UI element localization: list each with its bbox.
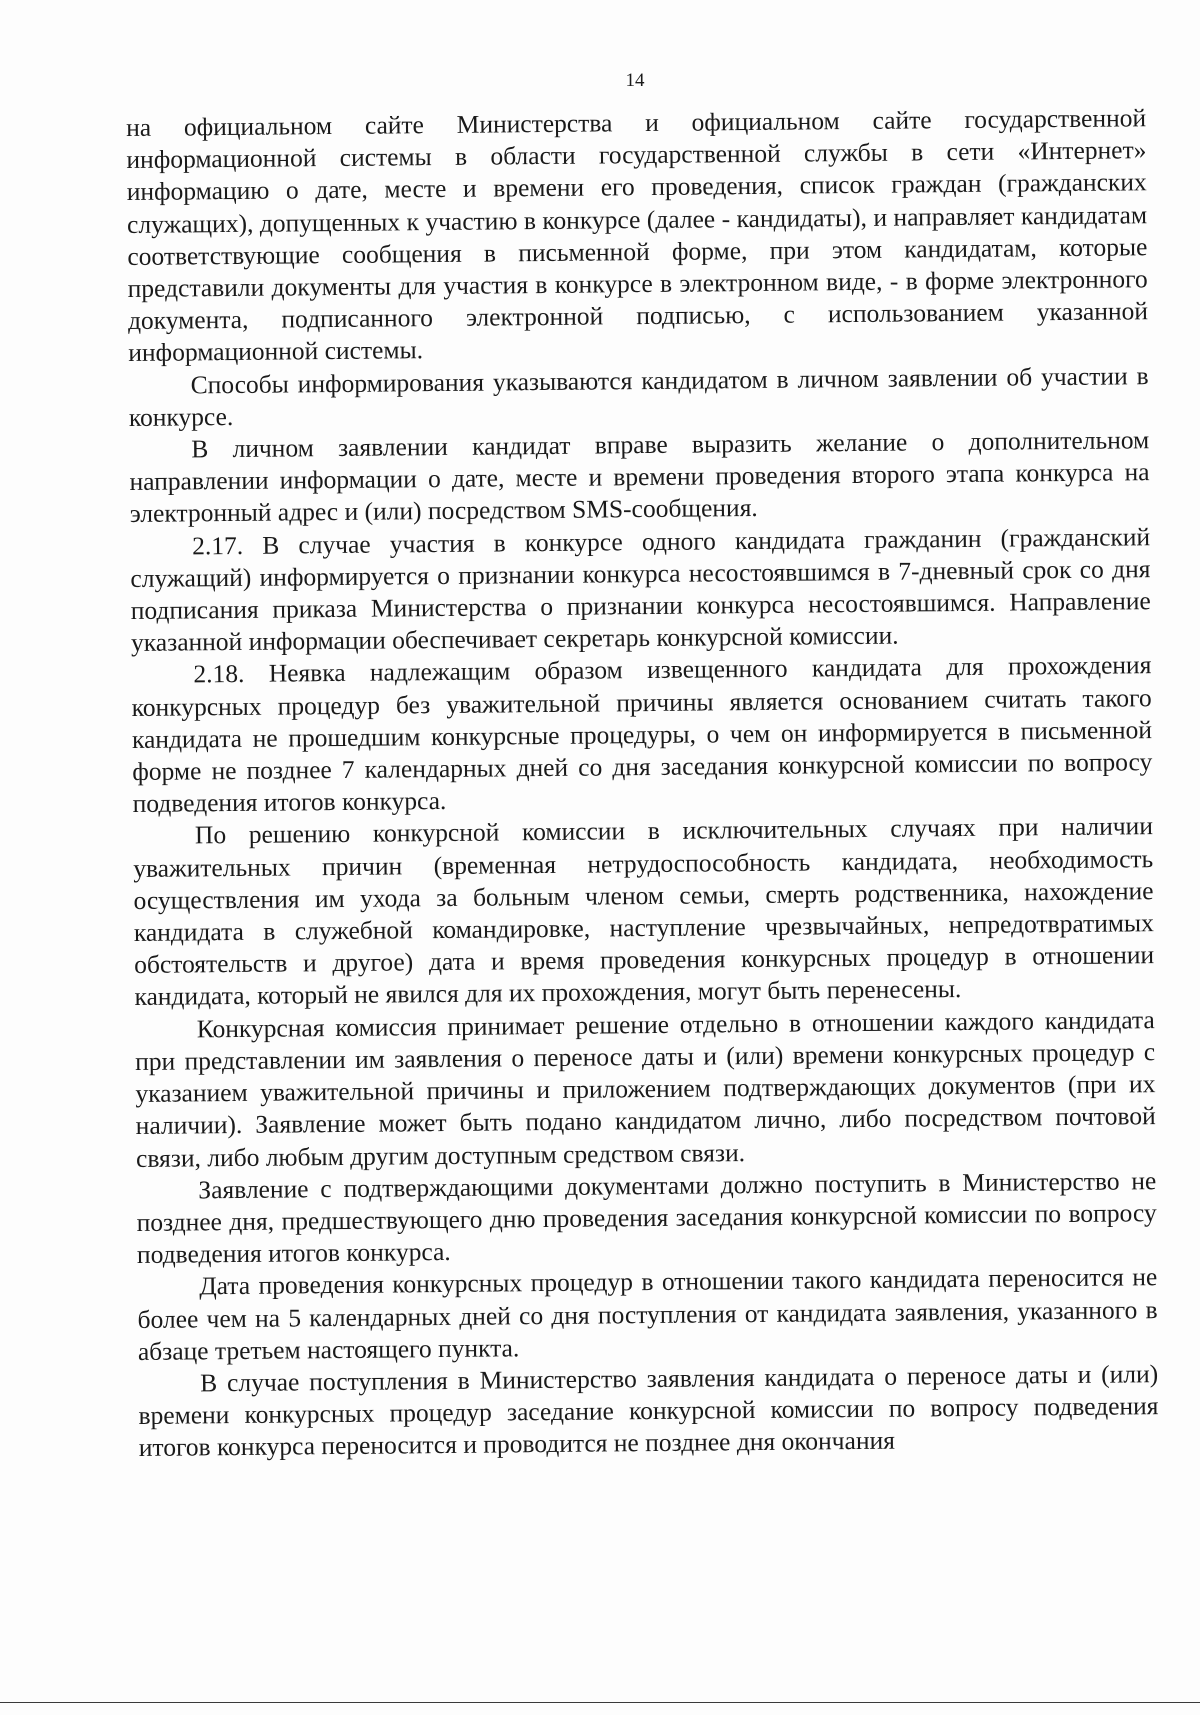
paragraph-meeting-postponement: В случае поступления в Министерство заявления кандидата о переносе даты и (или) времени конкурсных процедур заседание конкурсной комиссии по вопросу подведения итогов конкурса переносится и проводится не позднее дня окончания [138, 1359, 1159, 1463]
paragraph-date-postponement: Дата проведения конкурсных процедур в отношении такого кандидата переносится не более чем на 5 календарных дней со дня поступления от кандидата заявления, указанного в абзаце третьем настоящего пункта. [137, 1262, 1158, 1366]
paragraph-application-deadline: Заявление с подтверждающими документами должно поступить в Министерство не позднее дня, предшествующего дню проведения заседания конкурсной комиссии по вопросу подведения итогов конкурса. [136, 1165, 1157, 1270]
paragraph-2-17: 2.17. В случае участия в конкурсе одного кандидата гражданин (гражданский служащий) информируется о признании конкурса несостоявшимся в 7-дневный срок со дня подписания приказа Министерства о признании конкурса несостоявшимся. Направление указанной информации обеспечивает секретарь конкурсной комиссии. [130, 521, 1151, 658]
paragraph-2-18: 2.18. Неявка надлежащим образом извещенного кандидата для прохождения конкурсных процедур без уважительной причины является основанием считать такого кандидата не прошедшим конкурсные процедуры, о чем он информируется в письменной форме не позднее 7 календарных дней со дня заседания конкурсной комиссии по вопросу подведения итогов конкурса. [131, 650, 1153, 819]
document-body [126, 102, 1159, 1464]
paragraph-notification-methods: Способы информирования указываются кандидатом в личном заявлении об участии в конкурсе. [128, 360, 1149, 432]
paragraph-additional-info: В личном заявлении кандидат вправе выразить желание о дополнительном направлении информации о дате, месте и времени проведения второго этапа конкурса на электронный адрес и (или) посредством SMS-сообщения. [129, 425, 1150, 529]
paragraph-individual-decision: Конкурсная комиссия принимает решение отдельно в отношении каждого кандидата при представлении им заявления о переносе даты и (или) времени конкурсных процедур с указанием уважительной причины и приложением подтверждающих документов (при их наличии). Заявление может быть подано кандидатом лично, либо посредством почтовой связи, либо любым другим доступным средством связи. [134, 1004, 1156, 1173]
bottom-scan-edge [0, 1702, 1200, 1703]
paragraph-commission-decision: По решению конкурсной комиссии в исключительных случаях при наличии уважительных причин (временная нетрудоспособность кандидата, необходимость осуществления им ухода за больным членом семьи, смерть родственника, нахождение кандидата в служебной командировке, наступление чрезвычайных, непредотвратимых обстоятельств и другое) дата и время проведения конкурсных процедур в отношении кандидата, который не явился для их прохождения, могут быть перенесены. [133, 811, 1155, 1012]
page-number: 14 [625, 70, 645, 91]
paragraph-continuation: на официальном сайте Министерства и официальном сайте государственной информационной системы в области государственной службы в сети «Интернет» информацию о дате, месте и времени его проведения, список граждан (гражданских служащих), допущенных к участию в конкурсе (далее - кандидаты), и направляет кандидатам соответствующие сообщения в письменной форме, при этом кандидатам, которые представили документы для участия в конкурсе в электронном виде, - в форме электронного документа, подписанного электронной подписью, с использованием указанной информационной системы. [126, 103, 1149, 368]
